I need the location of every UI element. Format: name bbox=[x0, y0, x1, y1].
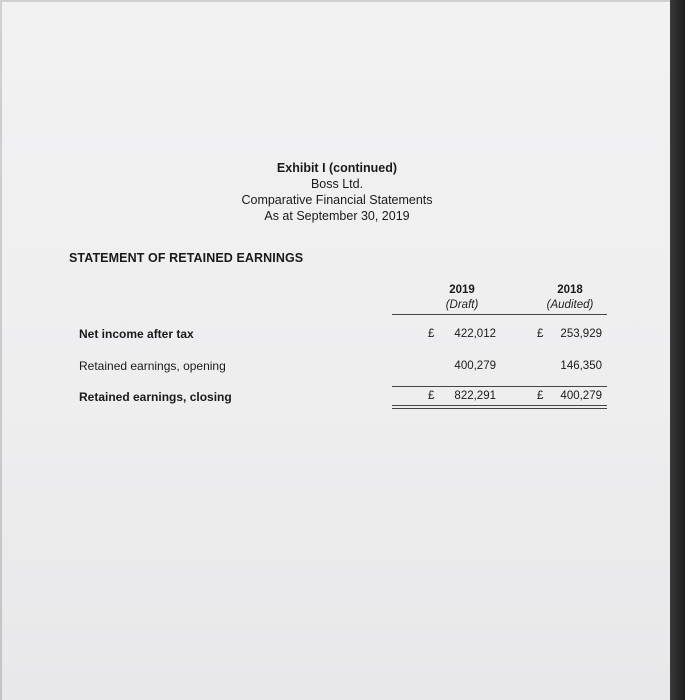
page-edge-shadow bbox=[670, 0, 685, 700]
column-status: (Draft) bbox=[445, 299, 479, 311]
value-2019: 422,012 bbox=[454, 328, 496, 340]
column-year: 2018 bbox=[557, 284, 583, 296]
subtotal-rule bbox=[392, 386, 607, 387]
column-header-2019 bbox=[420, 283, 504, 313]
statement-date: As at September 30, 2019 bbox=[264, 209, 410, 223]
exhibit-title: Exhibit I (continued) bbox=[276, 161, 398, 175]
column-header-2018 bbox=[530, 283, 610, 313]
document-header bbox=[200, 160, 474, 224]
section-title: STATEMENT OF RETAINED EARNINGS bbox=[69, 251, 304, 265]
currency-symbol: £ bbox=[428, 390, 435, 402]
row-label: Retained earnings, closing bbox=[79, 390, 232, 404]
column-status: (Audited) bbox=[546, 299, 594, 311]
document-page bbox=[2, 2, 670, 700]
currency-symbol: £ bbox=[428, 328, 435, 340]
total-rule bbox=[392, 405, 607, 406]
value-2019: 822,291 bbox=[454, 390, 496, 402]
row-label: Net income after tax bbox=[79, 327, 194, 341]
value-2018: 146,350 bbox=[560, 360, 602, 372]
header-rule bbox=[392, 314, 607, 315]
value-2018: 400,279 bbox=[560, 390, 602, 402]
statement-name: Comparative Financial Statements bbox=[241, 193, 433, 207]
column-year: 2019 bbox=[449, 284, 475, 296]
currency-symbol: £ bbox=[537, 390, 544, 402]
value-2018: 253,929 bbox=[560, 328, 602, 340]
currency-symbol: £ bbox=[537, 328, 544, 340]
value-2019: 400,279 bbox=[454, 360, 496, 372]
row-label: Retained earnings, opening bbox=[79, 359, 226, 373]
company-name: Boss Ltd. bbox=[310, 177, 364, 191]
total-double-rule bbox=[392, 408, 607, 409]
